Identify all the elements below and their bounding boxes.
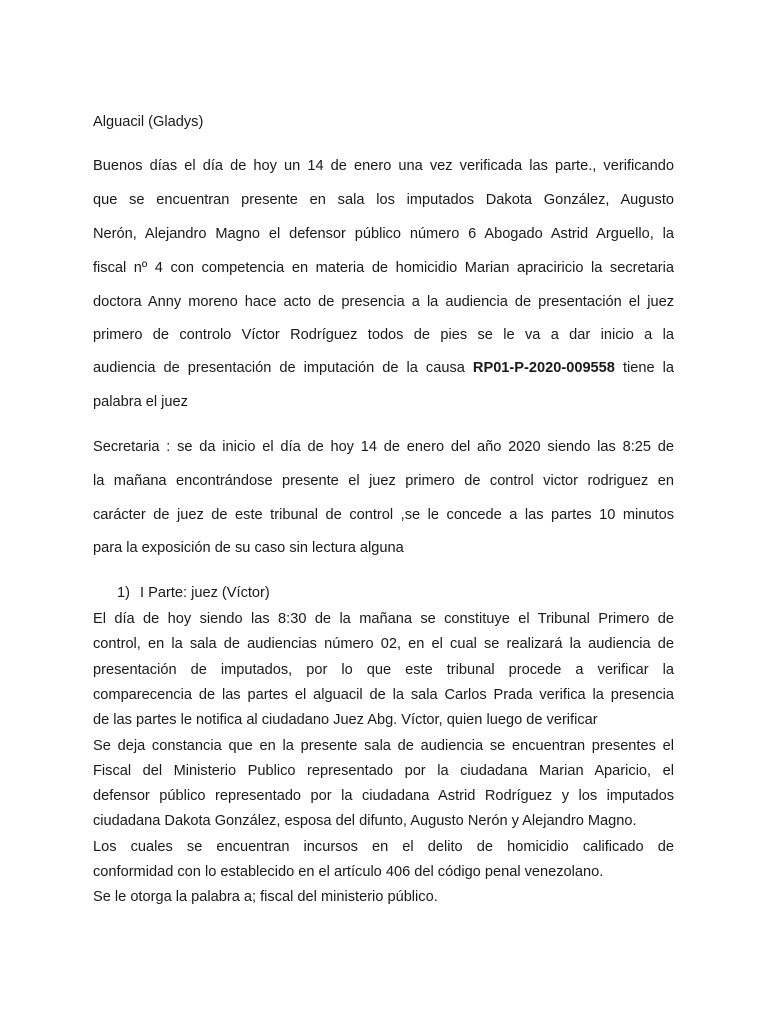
para1-line-8: palabra el juez (93, 394, 188, 410)
para1-line-3: Nerón, Alejandro Magno el defensor público número 6 Abogado Astrid Arguello, la (93, 226, 674, 242)
speaker-heading: Alguacil (Gladys) (93, 114, 204, 130)
line7-text-before: audiencia de presentación de imputación de la causa (93, 360, 473, 376)
para3-line-1: El día de hoy siendo las 8:30 de la mañana se constituye el Tribunal Primero de (93, 611, 674, 627)
list-marker: 1) (117, 585, 130, 601)
para3-line-4: comparecencia de las partes el alguacil de la sala Carlos Prada verifica la presencia (93, 687, 674, 703)
para1-line-4: fiscal nº 4 con competencia en materia de homicidio Marian apraciricio la secretaria (93, 260, 674, 276)
para3-line-2: control, en la sala de audiencias número 02, en el cual se realizará la audiencia de (93, 636, 674, 652)
para1-line-6: primero de controlo Víctor Rodríguez todos de pies se le va a dar inicio a la (93, 327, 674, 343)
para3-line-8: defensor público representado por la ciudadana Astrid Rodríguez y los imputados (93, 788, 674, 804)
para3-line-12: Se le otorga la palabra a; fiscal del ministerio público. (93, 889, 438, 905)
para3-line-7: Fiscal del Ministerio Publico representado por la ciudadana Marian Aparicio, el (93, 763, 674, 779)
para3-line-9: ciudadana Dakota González, esposa del difunto, Augusto Nerón y Alejandro Magno. (93, 813, 637, 829)
list-item-text: I Parte: juez (Víctor) (140, 585, 270, 601)
para3-line-10: Los cuales se encuentran incursos en el delito de homicidio calificado de (93, 839, 674, 855)
para2-line-2: la mañana encontrándose presente el juez primero de control victor rodriguez en (93, 473, 674, 489)
para1-line-2: que se encuentran presente en sala los imputados Dakota González, Augusto (93, 192, 674, 208)
para1-line-1: Buenos días el día de hoy un 14 de enero una vez verificada las parte., verificando (93, 158, 674, 174)
para3-line-3: presentación de imputados, por lo que este tribunal procede a verificar la (93, 662, 674, 678)
case-number: RP01-P-2020-009558 (472, 360, 615, 376)
para3-line-6: Se deja constancia que en la presente sala de audiencia se encuentran presentes el (93, 738, 674, 754)
para2-line-1: Secretaria : se da inicio el día de hoy 14 de enero del año 2020 siendo las 8:25 de (93, 439, 674, 455)
para2-line-3: carácter de juez de este tribunal de control ,se le concede a las partes 10 minutos (93, 507, 674, 523)
para1-line-5: doctora Anny moreno hace acto de presencia a la audiencia de presentación el juez (93, 294, 674, 310)
para3-line-11: conformidad con lo establecido en el artículo 406 del código penal venezolano. (93, 864, 604, 880)
line7-text-after: tiene la (614, 360, 674, 376)
para2-line-4: para la exposición de su caso sin lectura alguna (93, 540, 404, 556)
para3-line-5: de las partes le notifica al ciudadano Juez Abg. Víctor, quien luego de verificar (93, 712, 598, 728)
para1-line-7 (93, 359, 674, 377)
